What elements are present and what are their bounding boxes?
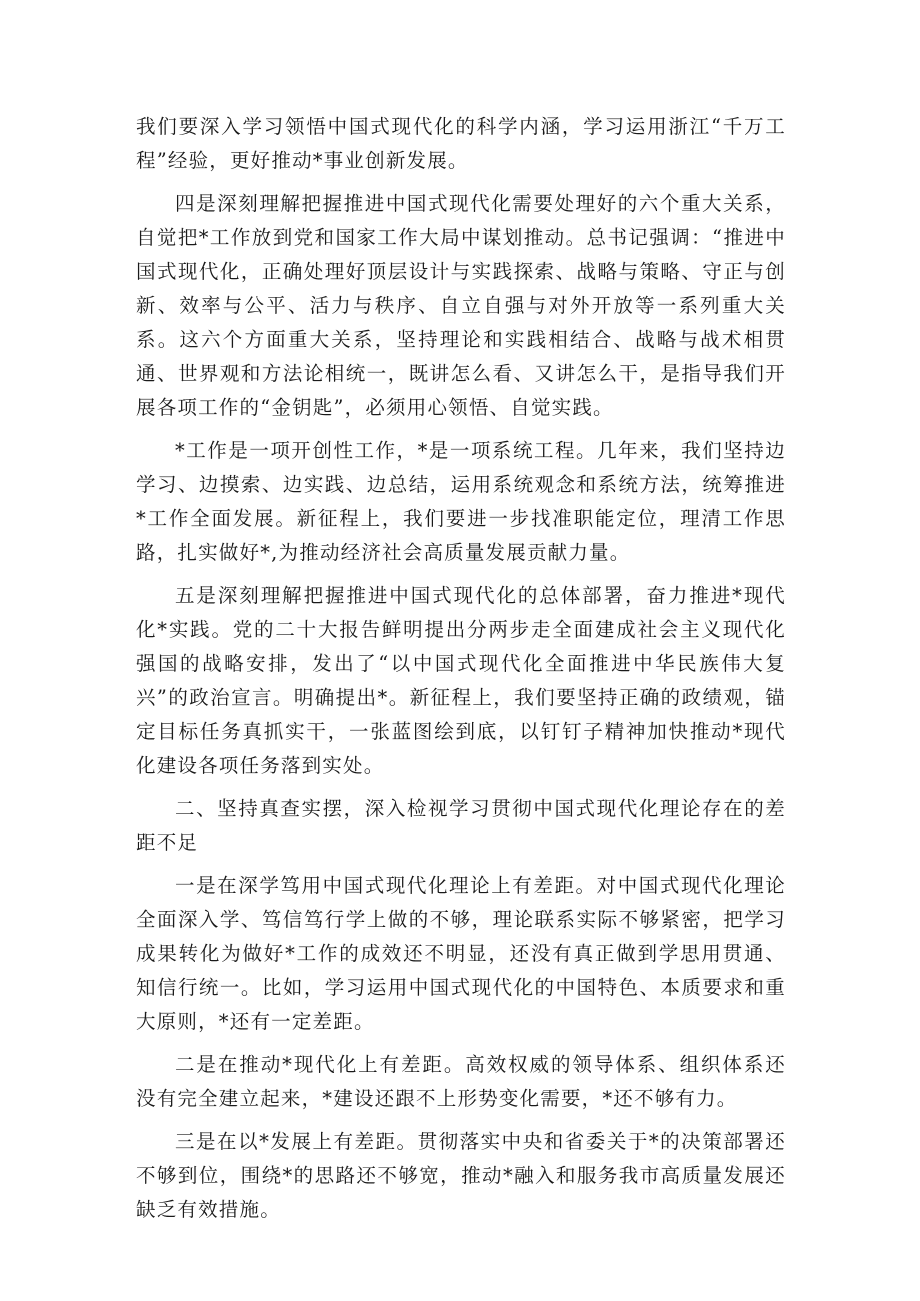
paragraph-continuation: 我们要深入学习领悟中国式现代化的科学内涵，学习运用浙江“千万工程”经验，更好推动*事业创新发展。 [136, 115, 786, 172]
paragraph-point-five: 五是深刻理解把握推进中国式现代化的总体部署，奋力推进*现代化*实践。党的二十大报告鲜明提出分两步走全面建成社会主义现代化强国的战略安排，发出了“以中国式现代化全面推进中华民族伟大复兴”的政治宣言。明确提出*。新征程上，我们要坚持正确的政绩观，锚定目标任务真抓实干，一张蓝图绘到底，以钉钉子精神加快推动*现代化建设各项任务落到实处。 [136, 584, 786, 777]
paragraph-systematic-work: *工作是一项开创性工作，*是一项系统工程。几年来，我们坚持边学习、边摸索、边实践、边总结，运用系统观念和系统方法，统筹推进*工作全面发展。新征程上，我们要进一步找准职能定位，理清工作思路，扎实做好*,为推动经济社会高质量发展贡献力量。 [136, 439, 786, 564]
paragraph-gap-two: 二是在推动*现代化上有差距。高效权威的领导体系、组织体系还没有完全建立起来，*建设还跟不上形势变化需要，*还不够有力。 [136, 1053, 786, 1110]
paragraph-gap-one: 一是在深学笃用中国式现代化理论上有差距。对中国式现代化理论全面深入学、笃信笃行学上做的不够，理论联系实际不够紧密，把学习成果转化为做好*工作的成效还不明显，还没有真正做到学思用贯通、知信行统一。比如，学习运用中国式现代化的中国特色、本质要求和重大原则，*还有一定差距。 [136, 874, 786, 1033]
paragraph-point-four: 四是深刻理解把握推进中国式现代化需要处理好的六个重大关系，自觉把*工作放到党和国家工作大局中谋划推动。总书记强调：“推进中国式现代化，正确处理好顶层设计与实践探索、战略与策略、守正与创新、效率与公平、活力与秩序、自立自强与对外开放等一系列重大关系。这六个方面重大关系，坚持理论和实践相结合、战略与战术相贯通、世界观和方法论相统一，既讲怎么看、又讲怎么干，是指导我们开展各项工作的“金钥匙”，必须用心领悟、自觉实践。 [136, 192, 786, 419]
paragraph-gap-three: 三是在以*发展上有差距。贯彻落实中央和省委关于*的决策部署还不够到位，围绕*的思路还不够宽，推动*融入和服务我市高质量发展还缺乏有效措施。 [136, 1130, 786, 1221]
section-heading-two: 二、坚持真查实摆，深入检视学习贯彻中国式现代化理论存在的差距不足 [136, 797, 786, 854]
document-body [136, 110, 786, 1236]
